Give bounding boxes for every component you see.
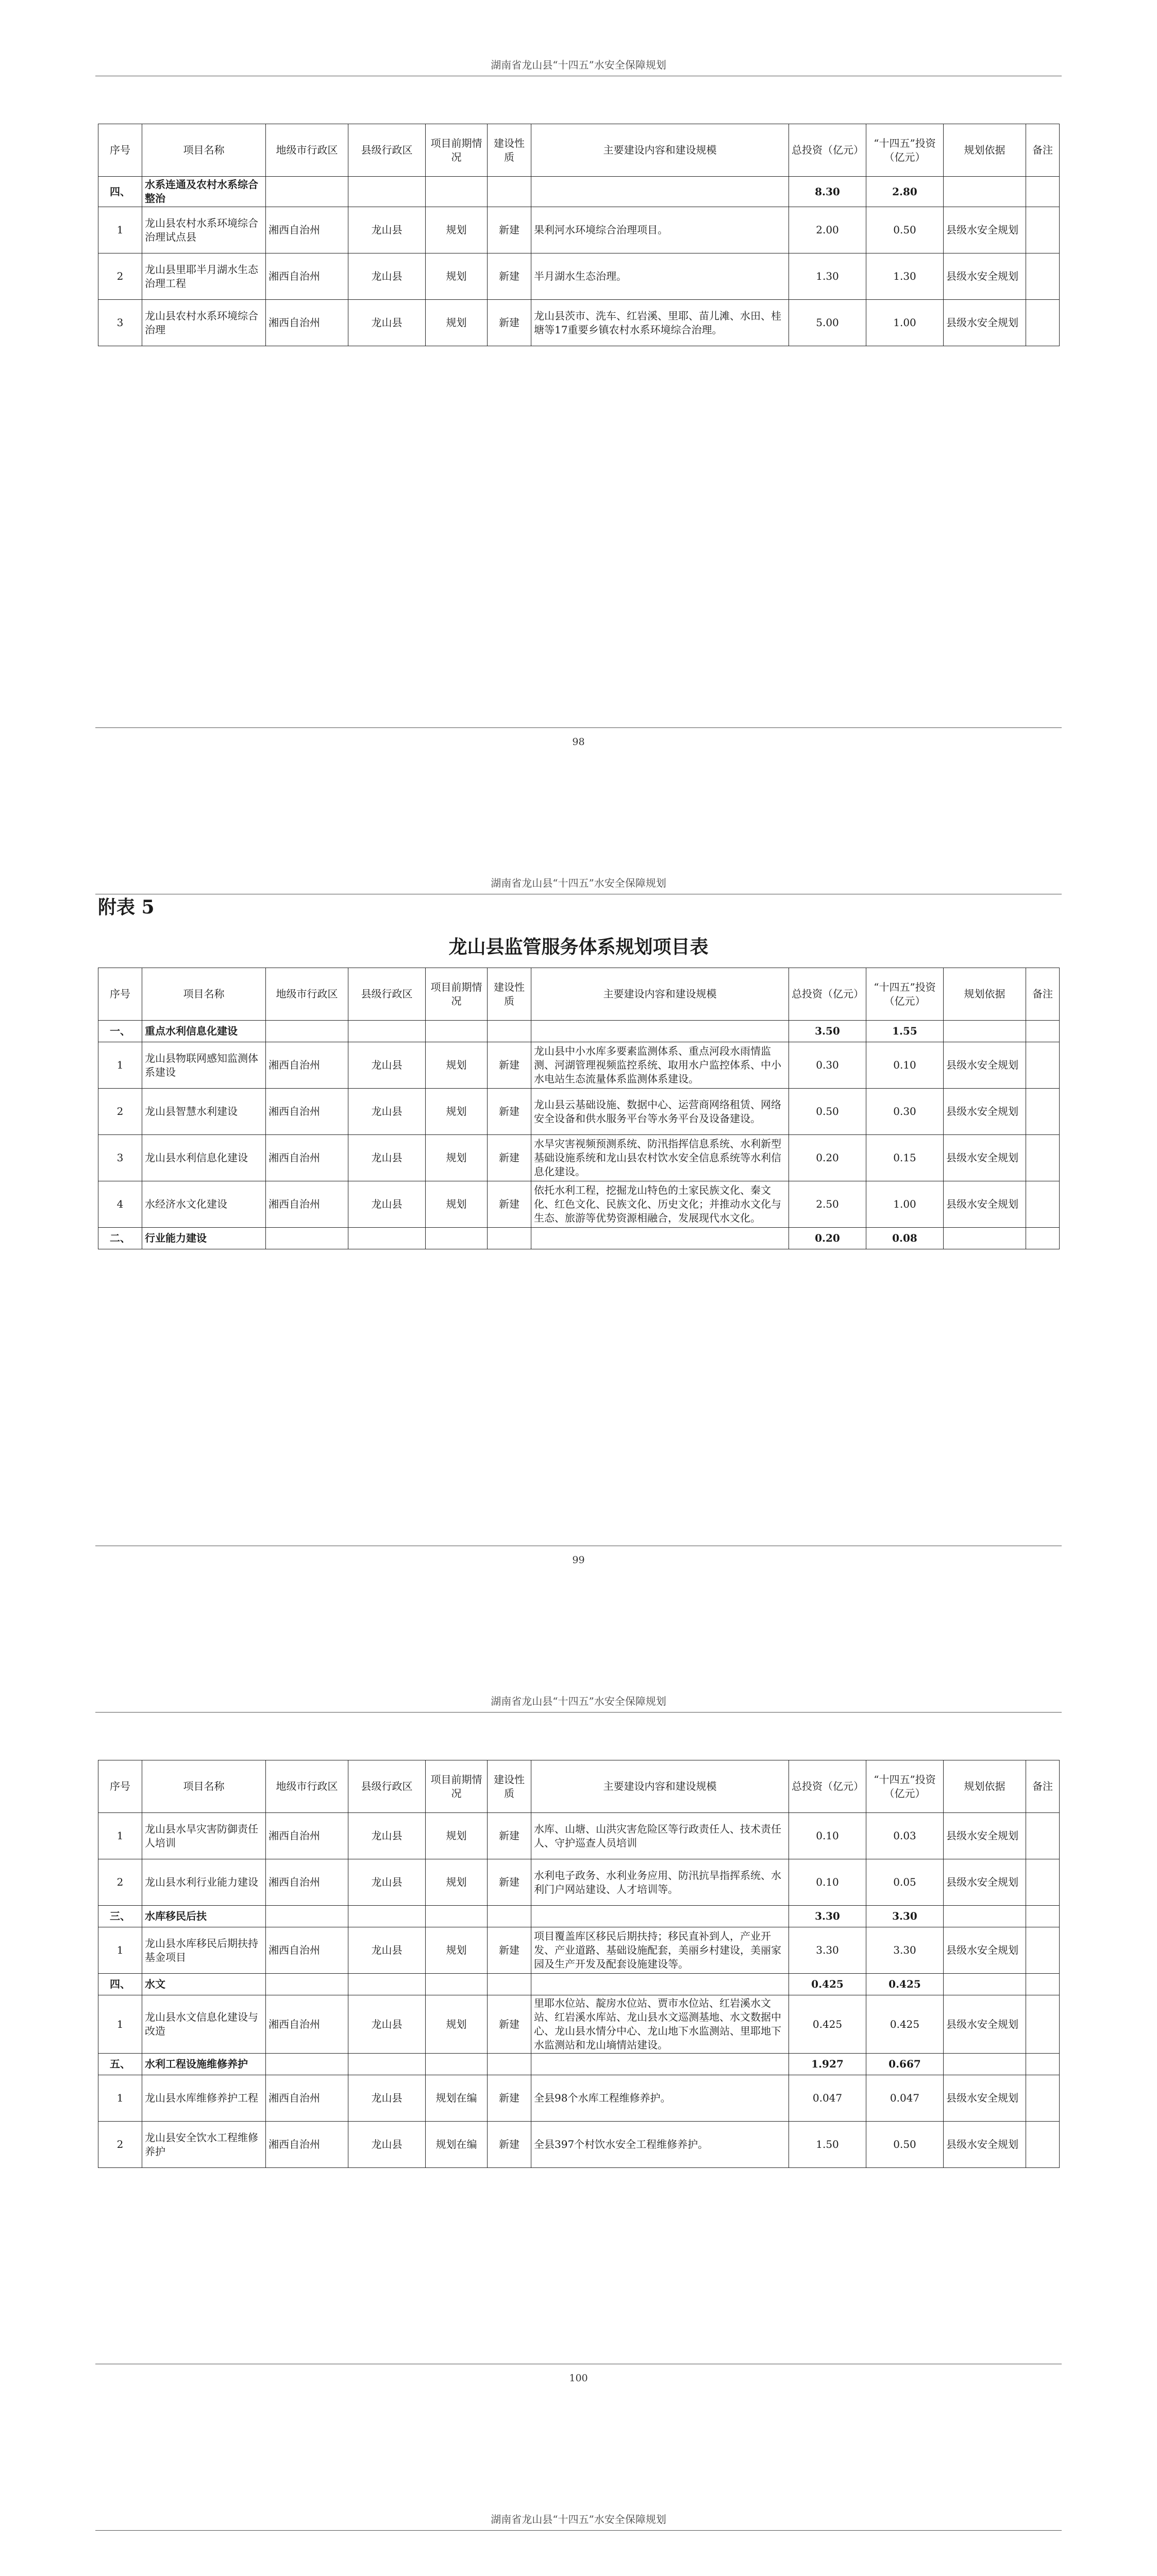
empty-cell bbox=[426, 1021, 488, 1042]
plan-investment: 0.047 bbox=[866, 2075, 944, 2122]
col-header-no: 序号 bbox=[98, 968, 142, 1021]
col-header-nature: 建设性质 bbox=[488, 1760, 531, 1813]
construction-nature: 新建 bbox=[488, 207, 531, 253]
empty-cell bbox=[531, 2054, 789, 2075]
county-district: 龙山县 bbox=[348, 1927, 426, 1974]
preliminary-stage: 规划 bbox=[426, 253, 488, 300]
row-number: 2 bbox=[98, 2122, 142, 2168]
construction-nature: 新建 bbox=[488, 1859, 531, 1906]
city-district: 湘西自治州 bbox=[266, 300, 348, 346]
plan-investment: 0.425 bbox=[866, 1995, 944, 2054]
planning-basis: 县级水安全规划 bbox=[944, 2122, 1026, 2168]
city-district: 湘西自治州 bbox=[266, 207, 348, 253]
section-number: 四、 bbox=[98, 177, 142, 207]
page-99 bbox=[0, 818, 1157, 1636]
page-number: 100 bbox=[95, 2364, 1062, 2384]
project-name: 龙山县农村水系环境综合治理 bbox=[142, 300, 266, 346]
planning-basis: 县级水安全规划 bbox=[944, 1927, 1026, 1974]
col-header-nature: 建设性质 bbox=[488, 968, 531, 1021]
remark bbox=[1026, 253, 1060, 300]
total-investment: 0.047 bbox=[789, 2075, 866, 2122]
county-district: 龙山县 bbox=[348, 2075, 426, 2122]
preliminary-stage: 规划 bbox=[426, 207, 488, 253]
preliminary-stage: 规划 bbox=[426, 1995, 488, 2054]
preliminary-stage: 规划 bbox=[426, 1859, 488, 1906]
empty-cell bbox=[488, 1021, 531, 1042]
section-total-investment: 3.50 bbox=[789, 1021, 866, 1042]
section-row bbox=[98, 1906, 1060, 1927]
empty-cell bbox=[348, 1906, 426, 1927]
row-number: 2 bbox=[98, 1089, 142, 1135]
col-header-content: 主要建设内容和建设规模 bbox=[531, 124, 789, 177]
empty-cell bbox=[348, 1228, 426, 1249]
plan-investment: 3.30 bbox=[866, 1927, 944, 1974]
row-number: 1 bbox=[98, 2075, 142, 2122]
col-header-note: 备注 bbox=[1026, 1760, 1060, 1813]
county-district: 龙山县 bbox=[348, 1089, 426, 1135]
plan-investment: 1.30 bbox=[866, 253, 944, 300]
table-row bbox=[98, 1813, 1060, 1859]
total-investment: 0.10 bbox=[789, 1813, 866, 1859]
city-district: 湘西自治州 bbox=[266, 2122, 348, 2168]
table-row bbox=[98, 2122, 1060, 2168]
project-name: 龙山县水旱灾害防御责任人培训 bbox=[142, 1813, 266, 1859]
empty-cell bbox=[426, 177, 488, 207]
preliminary-stage: 规划 bbox=[426, 1135, 488, 1181]
empty-cell bbox=[426, 1906, 488, 1927]
total-investment: 0.20 bbox=[789, 1135, 866, 1181]
empty-cell bbox=[944, 1974, 1026, 1995]
city-district: 湘西自治州 bbox=[266, 1813, 348, 1859]
row-number: 2 bbox=[98, 253, 142, 300]
city-district: 湘西自治州 bbox=[266, 1995, 348, 2054]
construction-nature: 新建 bbox=[488, 1813, 531, 1859]
section-plan-investment: 2.80 bbox=[866, 177, 944, 207]
row-number: 3 bbox=[98, 1135, 142, 1181]
empty-cell bbox=[531, 1974, 789, 1995]
section-total-investment: 0.20 bbox=[789, 1228, 866, 1249]
page-101 bbox=[0, 2454, 1157, 2576]
col-header-plan: “十四五”投资（亿元） bbox=[866, 968, 944, 1021]
col-header-stage: 项目前期情况 bbox=[426, 968, 488, 1021]
row-number: 1 bbox=[98, 207, 142, 253]
col-header-note: 备注 bbox=[1026, 124, 1060, 177]
section-row bbox=[98, 1021, 1060, 1042]
section-number: 一、 bbox=[98, 1021, 142, 1042]
preliminary-stage: 规划在编 bbox=[426, 2122, 488, 2168]
section-plan-investment: 0.667 bbox=[866, 2054, 944, 2075]
section-title: 水文 bbox=[142, 1974, 266, 1995]
section-row bbox=[98, 177, 1060, 207]
col-header-city: 地级市行政区 bbox=[266, 124, 348, 177]
col-header-plan: “十四五”投资（亿元） bbox=[866, 124, 944, 177]
empty-cell bbox=[1026, 1974, 1060, 1995]
empty-cell bbox=[944, 1228, 1026, 1249]
empty-cell bbox=[266, 1906, 348, 1927]
col-header-stage: 项目前期情况 bbox=[426, 124, 488, 177]
table-row bbox=[98, 300, 1060, 346]
section-title: 水系连通及农村水系综合整治 bbox=[142, 177, 266, 207]
county-district: 龙山县 bbox=[348, 1135, 426, 1181]
remark bbox=[1026, 1859, 1060, 1906]
row-number: 4 bbox=[98, 1181, 142, 1228]
total-investment: 0.425 bbox=[789, 1995, 866, 2054]
col-header-county: 县级行政区 bbox=[348, 1760, 426, 1813]
remark bbox=[1026, 207, 1060, 253]
remark bbox=[1026, 2075, 1060, 2122]
col-header-content: 主要建设内容和建设规模 bbox=[531, 1760, 789, 1813]
empty-cell bbox=[426, 1974, 488, 1995]
empty-cell bbox=[266, 177, 348, 207]
running-header: 湖南省龙山县“十四五”水安全保障规划 bbox=[95, 2511, 1062, 2531]
construction-content: 龙山县云基础设施、数据中心、运营商网络租赁、网络安全设备和供水服务平台等水务平台及设备建设。 bbox=[531, 1089, 789, 1135]
remark bbox=[1026, 1181, 1060, 1228]
county-district: 龙山县 bbox=[348, 1813, 426, 1859]
empty-cell bbox=[944, 1906, 1026, 1927]
col-header-nature: 建设性质 bbox=[488, 124, 531, 177]
col-header-name: 项目名称 bbox=[142, 124, 266, 177]
table-row bbox=[98, 1859, 1060, 1906]
county-district: 龙山县 bbox=[348, 1859, 426, 1906]
col-header-content: 主要建设内容和建设规模 bbox=[531, 968, 789, 1021]
empty-cell bbox=[266, 1228, 348, 1249]
table-header-row bbox=[98, 124, 1060, 177]
project-name: 龙山县水库移民后期扶持基金项目 bbox=[142, 1927, 266, 1974]
page-number: 98 bbox=[95, 727, 1062, 748]
remark bbox=[1026, 1995, 1060, 2054]
col-header-basis: 规划依据 bbox=[944, 968, 1026, 1021]
empty-cell bbox=[531, 1021, 789, 1042]
county-district: 龙山县 bbox=[348, 2122, 426, 2168]
empty-cell bbox=[348, 1974, 426, 1995]
project-name: 龙山县水利信息化建设 bbox=[142, 1135, 266, 1181]
empty-cell bbox=[944, 177, 1026, 207]
section-title: 重点水利信息化建设 bbox=[142, 1021, 266, 1042]
total-investment: 2.00 bbox=[789, 207, 866, 253]
county-district: 龙山县 bbox=[348, 1995, 426, 2054]
row-number: 2 bbox=[98, 1859, 142, 1906]
empty-cell bbox=[348, 177, 426, 207]
city-district: 湘西自治州 bbox=[266, 1859, 348, 1906]
planning-basis: 县级水安全规划 bbox=[944, 1813, 1026, 1859]
table-title: 龙山县监管服务体系规划项目表 bbox=[448, 936, 709, 958]
col-header-note: 备注 bbox=[1026, 968, 1060, 1021]
col-header-no: 序号 bbox=[98, 1760, 142, 1813]
table-row bbox=[98, 2075, 1060, 2122]
city-district: 湘西自治州 bbox=[266, 2075, 348, 2122]
construction-nature: 新建 bbox=[488, 2075, 531, 2122]
construction-content: 全县397个村饮水安全工程维修养护。 bbox=[531, 2122, 789, 2168]
planning-basis: 县级水安全规划 bbox=[944, 2075, 1026, 2122]
section-title: 水库移民后扶 bbox=[142, 1906, 266, 1927]
section-total-investment: 3.30 bbox=[789, 1906, 866, 1927]
remark bbox=[1026, 2122, 1060, 2168]
row-number: 1 bbox=[98, 1042, 142, 1089]
county-district: 龙山县 bbox=[348, 253, 426, 300]
empty-cell bbox=[531, 1906, 789, 1927]
preliminary-stage: 规划 bbox=[426, 300, 488, 346]
construction-content: 水库、山塘、山洪灾害危险区等行政责任人、技术责任人、守护巡查人员培训 bbox=[531, 1813, 789, 1859]
appendix-label: 附表 5 bbox=[98, 896, 155, 918]
empty-cell bbox=[944, 1021, 1026, 1042]
col-header-name: 项目名称 bbox=[142, 968, 266, 1021]
col-header-basis: 规划依据 bbox=[944, 124, 1026, 177]
empty-cell bbox=[488, 177, 531, 207]
table-row bbox=[98, 1181, 1060, 1228]
col-header-plan: “十四五”投资（亿元） bbox=[866, 1760, 944, 1813]
col-header-no: 序号 bbox=[98, 124, 142, 177]
total-investment: 0.30 bbox=[789, 1042, 866, 1089]
row-number: 1 bbox=[98, 1995, 142, 2054]
empty-cell bbox=[426, 2054, 488, 2075]
row-number: 1 bbox=[98, 1927, 142, 1974]
empty-cell bbox=[348, 1021, 426, 1042]
construction-content: 里耶水位站、靛房水位站、贾市水位站、红岩溪水文站、红岩溪水库站、龙山县水文巡测基地、水文数据中心、龙山县水情分中心、龙山地下水监测站、里耶地下水监测站和龙山墒情站建设。 bbox=[531, 1995, 789, 2054]
table-header-row bbox=[98, 968, 1060, 1021]
page-100 bbox=[0, 1636, 1157, 2454]
col-header-county: 县级行政区 bbox=[348, 124, 426, 177]
empty-cell bbox=[488, 1906, 531, 1927]
plan-investment: 1.00 bbox=[866, 1181, 944, 1228]
project-name: 水经济水文化建设 bbox=[142, 1181, 266, 1228]
remark bbox=[1026, 1135, 1060, 1181]
section-number: 四、 bbox=[98, 1974, 142, 1995]
col-header-city: 地级市行政区 bbox=[266, 1760, 348, 1813]
remark bbox=[1026, 1927, 1060, 1974]
plan-investment: 0.30 bbox=[866, 1089, 944, 1135]
section-number: 三、 bbox=[98, 1906, 142, 1927]
total-investment: 5.00 bbox=[789, 300, 866, 346]
city-district: 湘西自治州 bbox=[266, 1927, 348, 1974]
construction-content: 半月湖水生态治理。 bbox=[531, 253, 789, 300]
empty-cell bbox=[488, 2054, 531, 2075]
plan-investment: 1.00 bbox=[866, 300, 944, 346]
preliminary-stage: 规划 bbox=[426, 1181, 488, 1228]
empty-cell bbox=[266, 1021, 348, 1042]
project-table bbox=[98, 1760, 1060, 2168]
construction-content: 龙山县茨市、洗车、红岩溪、里耶、苗儿滩、水田、桂塘等17重要乡镇农村水系环境综合治理。 bbox=[531, 300, 789, 346]
table-row bbox=[98, 1089, 1060, 1135]
construction-content: 全县98个水库工程维修养护。 bbox=[531, 2075, 789, 2122]
construction-content: 果利河水环境综合治理项目。 bbox=[531, 207, 789, 253]
empty-cell bbox=[1026, 1906, 1060, 1927]
page-98 bbox=[0, 0, 1157, 818]
table-header-row bbox=[98, 1760, 1060, 1813]
empty-cell bbox=[1026, 1228, 1060, 1249]
planning-basis: 县级水安全规划 bbox=[944, 1089, 1026, 1135]
total-investment: 0.50 bbox=[789, 1089, 866, 1135]
col-header-city: 地级市行政区 bbox=[266, 968, 348, 1021]
plan-investment: 0.50 bbox=[866, 207, 944, 253]
total-investment: 3.30 bbox=[789, 1927, 866, 1974]
section-plan-investment: 0.425 bbox=[866, 1974, 944, 1995]
planning-basis: 县级水安全规划 bbox=[944, 1042, 1026, 1089]
construction-content: 水旱灾害视频预测系统、防汛指挥信息系统、水利新型基础设施系统和龙山县农村饮水安全信息系统等水利信息化建设。 bbox=[531, 1135, 789, 1181]
empty-cell bbox=[944, 2054, 1026, 2075]
empty-cell bbox=[266, 2054, 348, 2075]
empty-cell bbox=[1026, 1021, 1060, 1042]
section-total-investment: 8.30 bbox=[789, 177, 866, 207]
project-name: 龙山县水库维修养护工程 bbox=[142, 2075, 266, 2122]
project-table bbox=[98, 968, 1060, 1249]
running-header: 湖南省龙山县“十四五”水安全保障规划 bbox=[95, 1693, 1062, 1713]
project-name: 龙山县水利行业能力建设 bbox=[142, 1859, 266, 1906]
construction-nature: 新建 bbox=[488, 1927, 531, 1974]
table-row bbox=[98, 253, 1060, 300]
city-district: 湘西自治州 bbox=[266, 1089, 348, 1135]
county-district: 龙山县 bbox=[348, 1042, 426, 1089]
construction-content: 水利电子政务、水利业务应用、防汛抗旱指挥系统、水利门户网站建设、人才培训等。 bbox=[531, 1859, 789, 1906]
project-name: 龙山县物联网感知监测体系建设 bbox=[142, 1042, 266, 1089]
total-investment: 1.50 bbox=[789, 2122, 866, 2168]
city-district: 湘西自治州 bbox=[266, 1042, 348, 1089]
table-row bbox=[98, 207, 1060, 253]
section-plan-investment: 0.08 bbox=[866, 1228, 944, 1249]
construction-nature: 新建 bbox=[488, 1995, 531, 2054]
preliminary-stage: 规划 bbox=[426, 1042, 488, 1089]
section-row bbox=[98, 2054, 1060, 2075]
project-name: 龙山县智慧水利建设 bbox=[142, 1089, 266, 1135]
section-row bbox=[98, 1974, 1060, 1995]
remark bbox=[1026, 1042, 1060, 1089]
section-title: 行业能力建设 bbox=[142, 1228, 266, 1249]
construction-content: 依托水利工程，挖掘龙山特色的土家民族文化、秦文化、红色文化、民族文化、历史文化；并推动水文化与生态、旅游等优势资源相融合，发展现代水文化。 bbox=[531, 1181, 789, 1228]
col-header-county: 县级行政区 bbox=[348, 968, 426, 1021]
planning-basis: 县级水安全规划 bbox=[944, 1135, 1026, 1181]
col-header-name: 项目名称 bbox=[142, 1760, 266, 1813]
county-district: 龙山县 bbox=[348, 1181, 426, 1228]
total-investment: 0.10 bbox=[789, 1859, 866, 1906]
section-total-investment: 0.425 bbox=[789, 1974, 866, 1995]
construction-nature: 新建 bbox=[488, 2122, 531, 2168]
empty-cell bbox=[488, 1228, 531, 1249]
col-header-total: 总投资（亿元） bbox=[789, 968, 866, 1021]
planning-basis: 县级水安全规划 bbox=[944, 1859, 1026, 1906]
plan-investment: 0.50 bbox=[866, 2122, 944, 2168]
empty-cell bbox=[488, 1974, 531, 1995]
empty-cell bbox=[266, 1974, 348, 1995]
project-name: 龙山县安全饮水工程维修养护 bbox=[142, 2122, 266, 2168]
planning-basis: 县级水安全规划 bbox=[944, 1181, 1026, 1228]
plan-investment: 0.10 bbox=[866, 1042, 944, 1089]
construction-nature: 新建 bbox=[488, 1181, 531, 1228]
planning-basis: 县级水安全规划 bbox=[944, 1995, 1026, 2054]
city-district: 湘西自治州 bbox=[266, 253, 348, 300]
planning-basis: 县级水安全规划 bbox=[944, 207, 1026, 253]
running-header: 湖南省龙山县“十四五”水安全保障规划 bbox=[95, 875, 1062, 894]
construction-nature: 新建 bbox=[488, 1042, 531, 1089]
remark bbox=[1026, 1089, 1060, 1135]
city-district: 湘西自治州 bbox=[266, 1181, 348, 1228]
planning-basis: 县级水安全规划 bbox=[944, 253, 1026, 300]
table-row bbox=[98, 1042, 1060, 1089]
table-row bbox=[98, 1927, 1060, 1974]
planning-basis: 县级水安全规划 bbox=[944, 300, 1026, 346]
preliminary-stage: 规划在编 bbox=[426, 2075, 488, 2122]
construction-content: 龙山县中小水库多要素监测体系、重点河段水雨情监测、河湖管理视频监控系统、取用水户监控体系、中小水电站生态流量体系监测体系建设。 bbox=[531, 1042, 789, 1089]
section-total-investment: 1.927 bbox=[789, 2054, 866, 2075]
total-investment: 2.50 bbox=[789, 1181, 866, 1228]
row-number: 3 bbox=[98, 300, 142, 346]
construction-nature: 新建 bbox=[488, 1135, 531, 1181]
running-header: 湖南省龙山县“十四五”水安全保障规划 bbox=[95, 57, 1062, 76]
county-district: 龙山县 bbox=[348, 207, 426, 253]
col-header-stage: 项目前期情况 bbox=[426, 1760, 488, 1813]
county-district: 龙山县 bbox=[348, 300, 426, 346]
project-name: 龙山县里耶半月湖水生态治理工程 bbox=[142, 253, 266, 300]
total-investment: 1.30 bbox=[789, 253, 866, 300]
construction-nature: 新建 bbox=[488, 253, 531, 300]
empty-cell bbox=[531, 177, 789, 207]
city-district: 湘西自治州 bbox=[266, 1135, 348, 1181]
section-plan-investment: 1.55 bbox=[866, 1021, 944, 1042]
plan-investment: 0.15 bbox=[866, 1135, 944, 1181]
empty-cell bbox=[1026, 177, 1060, 207]
empty-cell bbox=[1026, 2054, 1060, 2075]
empty-cell bbox=[348, 2054, 426, 2075]
preliminary-stage: 规划 bbox=[426, 1089, 488, 1135]
section-plan-investment: 3.30 bbox=[866, 1906, 944, 1927]
project-name: 龙山县农村水系环境综合治理试点县 bbox=[142, 207, 266, 253]
construction-nature: 新建 bbox=[488, 1089, 531, 1135]
plan-investment: 0.05 bbox=[866, 1859, 944, 1906]
row-number: 1 bbox=[98, 1813, 142, 1859]
project-table bbox=[98, 124, 1060, 346]
preliminary-stage: 规划 bbox=[426, 1813, 488, 1859]
remark bbox=[1026, 1813, 1060, 1859]
section-number: 五、 bbox=[98, 2054, 142, 2075]
col-header-total: 总投资（亿元） bbox=[789, 124, 866, 177]
table-row bbox=[98, 1995, 1060, 2054]
project-name: 龙山县水文信息化建设与改造 bbox=[142, 1995, 266, 2054]
construction-content: 项目覆盖库区移民后期扶持；移民直补到人，产业开发、产业道路、基础设施配套，美丽乡村建设，美丽家园及生产开发及配套设施建设等。 bbox=[531, 1927, 789, 1974]
col-header-basis: 规划依据 bbox=[944, 1760, 1026, 1813]
plan-investment: 0.03 bbox=[866, 1813, 944, 1859]
table-row bbox=[98, 1135, 1060, 1181]
section-row bbox=[98, 1228, 1060, 1249]
preliminary-stage: 规划 bbox=[426, 1927, 488, 1974]
empty-cell bbox=[531, 1228, 789, 1249]
section-number: 二、 bbox=[98, 1228, 142, 1249]
page-number: 99 bbox=[95, 1546, 1062, 1566]
remark bbox=[1026, 300, 1060, 346]
construction-nature: 新建 bbox=[488, 300, 531, 346]
section-title: 水利工程设施维修养护 bbox=[142, 2054, 266, 2075]
empty-cell bbox=[426, 1228, 488, 1249]
col-header-total: 总投资（亿元） bbox=[789, 1760, 866, 1813]
